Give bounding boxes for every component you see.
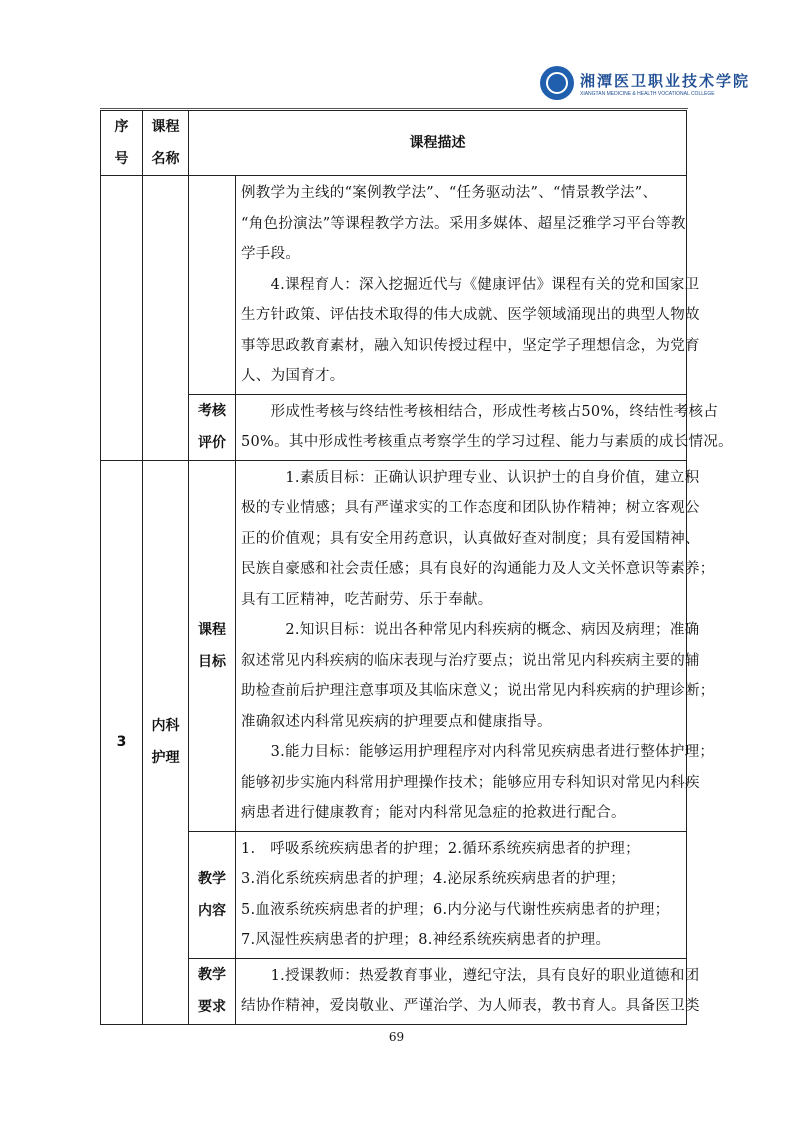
header-name: 课程 名称 [143,111,189,176]
text-line: 具有工匠精神，吃苦耐劳、乐于奉献。 [241,591,493,608]
text-line: “角色扮演法”等课程教学方法。采用多媒体、超星泛雅学习平台等教 [241,215,686,232]
section-description [236,958,700,1024]
section-label [189,176,236,395]
text-line: 例教学为主线的“案例教学法”、“任务驱动法”、“情景教学法”、 [241,185,658,201]
text-line: 7.风湿性疾病患者的护理；8.神经系统疾病患者的护理。 [241,932,611,948]
college-seal-icon [540,66,574,100]
college-logo [540,66,750,100]
text-line: 生方针政策、评估技术取得的伟大成就、医学领域涌现出的典型人物故 [241,307,700,323]
section-description [236,460,715,831]
row-seq [101,176,143,461]
text-line: 事等思政教育素材，融入知识传授过程中，坚定学子理想信念，为党育 [241,337,700,354]
section-label: 教学 要求 [189,958,236,1024]
table-header-row [101,111,687,176]
text-line: 正的价值观；具有安全用药意识，认真做好查对制度；具有爱国精神、 [241,530,700,547]
text-line: 3.消化系统疾病患者的护理；4.泌尿系统疾病患者的护理； [241,871,626,887]
text-line: 形成性考核与终结性考核相结合，形成性考核占50%，终结性考核占 [241,403,719,420]
text-line: 1.授课教师：热爱教育事业，遵纪守法，具有良好的职业道德和团 [241,967,700,984]
section-description [236,831,687,958]
section-label: 教学 内容 [189,831,236,958]
row-seq: 3 [101,460,143,1024]
header-rule [100,108,688,109]
table-row [101,831,687,958]
text-line: 极的专业情感；具有严谨求实的工作态度和团队协作精神；树立客观公 [241,500,700,516]
table-row [101,394,687,460]
text-line: 助检查前后护理注意事项及其临床意义；说出常见内科疾病的护理诊断； [241,683,715,699]
text-line: 结协作精神，爱岗敬业、严谨治学、为人师表，教书育人。具备医卫类 [241,998,700,1014]
text-line: 能够初步实施内科常用护理操作技术；能够应用专科知识对常见内科疾 [241,774,700,791]
table-row [101,958,687,1024]
text-line: 1. 呼吸系统疾病患者的护理；2.循环系统疾病患者的护理； [241,840,640,857]
text-line: 人、为国育才。 [241,368,345,384]
page-number: 69 [388,1030,405,1044]
section-description [236,176,700,395]
text-line: 5.血液系统疾病患者的护理；6.内分泌与代谢性疾病患者的护理； [241,901,670,918]
course-table [100,110,733,1025]
text-line: 50%。其中形成性考核重点考察学生的学习过程、能力与素质的成长情况。 [241,434,733,450]
text-line: 准确叙述内科常见疾病的护理要点和健康指导。 [241,713,552,730]
text-line: 3.能力目标：能够运用护理程序对内科常见疾病患者进行整体护理； [241,744,715,760]
table-row [101,176,687,395]
text-line: 病患者进行健康教育；能对内科常见急症的抢救进行配合。 [241,805,626,821]
logo-name-en: XIANGTAN MEDICINE & HEALTH VOCATIONAL COLLEGE [580,90,715,97]
section-description [236,394,733,460]
header-desc: 课程描述 [189,111,687,176]
text-line: 1.素质目标：正确认识护理专业、认识护士的自身价值，建立积 [241,469,700,486]
text-line: 2.知识目标：说出各种常见内科疾病的概念、病因及病理；准确 [241,622,700,638]
text-line: 学手段。 [241,246,301,262]
row-course-name [143,176,189,461]
table-row [101,460,687,831]
section-label: 课程 目标 [189,460,236,831]
header-seq: 序 号 [101,111,143,176]
row-course-name: 内科 护理 [143,460,189,1024]
section-label: 考核 评价 [189,394,236,460]
text-line: 民族自豪感和社会责任感；具有良好的沟通能力及人文关怀意识等素养； [241,561,715,577]
text-line: 4.课程育人：深入挖掘近代与《健康评估》课程有关的党和国家卫 [241,276,700,293]
text-line: 叙述常见内科疾病的临床表现与治疗要点；说出常见内科疾病主要的辅 [241,652,700,669]
logo-name-cn: 湘潭医卫职业技术学院 [580,71,751,90]
